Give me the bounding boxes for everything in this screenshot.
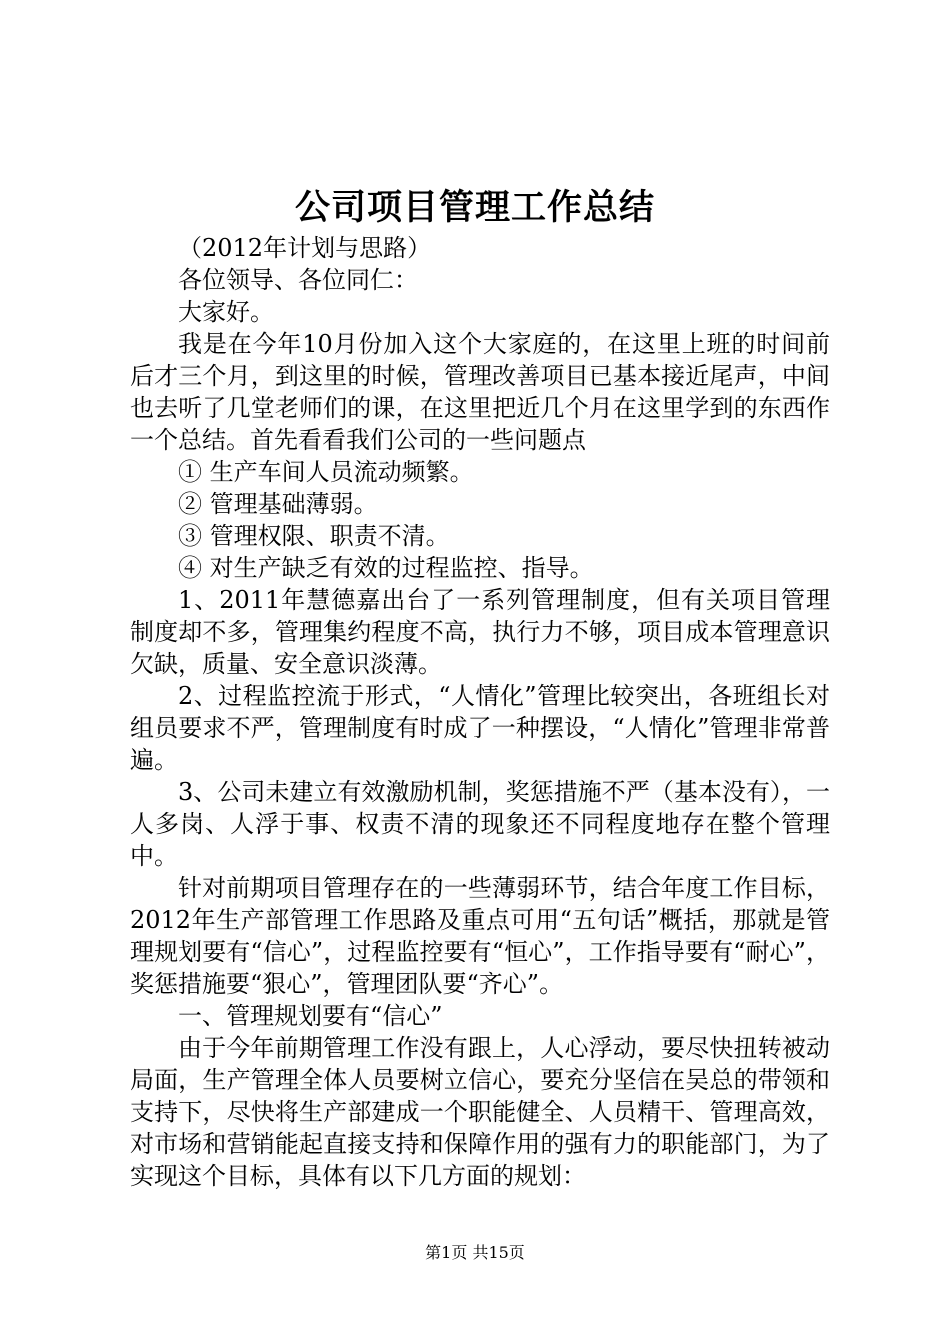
- issue-item-4: ④ 对生产缺乏有效的过程监控、指导。: [178, 554, 594, 582]
- document-title: 公司项目管理工作总结: [294, 187, 655, 228]
- issue-item-3: ③ 管理权限、职责不清。: [178, 522, 450, 550]
- section-paragraph-1: 由于今年前期管理工作没有跟上，人心浮动，要尽快扭转被动局面，生产管理全体人员要树立信心，要充分坚信在吴总的带领和支持下，尽快将生产部建成一个职能健全、人员精干、管理高效，对市场和营销能起直接支持和保障作用的强有力的职能部门，为了实现这个目标，具体有以下几方面的规划：: [130, 1034, 830, 1190]
- point-paragraph-3: 3、公司未建立有效激励机制，奖惩措施不严（基本没有），一人多岗、人浮于事、权责不清的现象还不同程度地存在整个管理中。: [130, 778, 830, 870]
- document-body: [130, 232, 830, 1192]
- point-paragraph-2: 2、过程监控流于形式，“人情化”管理比较突出，各班组长对组员要求不严，管理制度有时成了一种摆设，“人情化”管理非常普遍。: [130, 682, 830, 774]
- salutation-paragraph: 各位领导、各位同仁：: [178, 266, 418, 294]
- issue-item-1: ① 生产车间人员流动频繁。: [178, 458, 474, 486]
- section-heading-1: 一、管理规划要有“信心”: [178, 1002, 443, 1030]
- point-paragraph-1: 1、2011年慧德嘉出台了一系列管理制度，但有关项目管理制度却不多，管理集约程度不高，执行力不够，项目成本管理意识欠缺，质量、安全意识淡薄。: [130, 586, 830, 678]
- issue-item-2: ② 管理基础薄弱。: [178, 490, 378, 518]
- summary-paragraph: 针对前期项目管理存在的一些薄弱环节，结合年度工作目标，2012年生产部管理工作思路及重点可用“五句话”概括，那就是管理规划要有“信心”，过程监控要有“恒心”，工作指导要有“耐心”，奖惩措施要“狠心”，管理团队要“齐心”。: [130, 874, 830, 998]
- intro-paragraph: 我是在今年10月份加入这个大家庭的，在这里上班的时间前后才三个月，到这里的时候，管理改善项目已基本接近尾声，中间也去听了几堂老师们的课，在这里把近几个月在这里学到的东西作一个总结。首先看看我们公司的一些问题点: [130, 330, 830, 454]
- greeting-paragraph: 大家好。: [178, 298, 274, 326]
- subtitle-paragraph: （2012年计划与思路）: [178, 234, 432, 262]
- page-number-footer: 第1页 共15页: [425, 1243, 525, 1262]
